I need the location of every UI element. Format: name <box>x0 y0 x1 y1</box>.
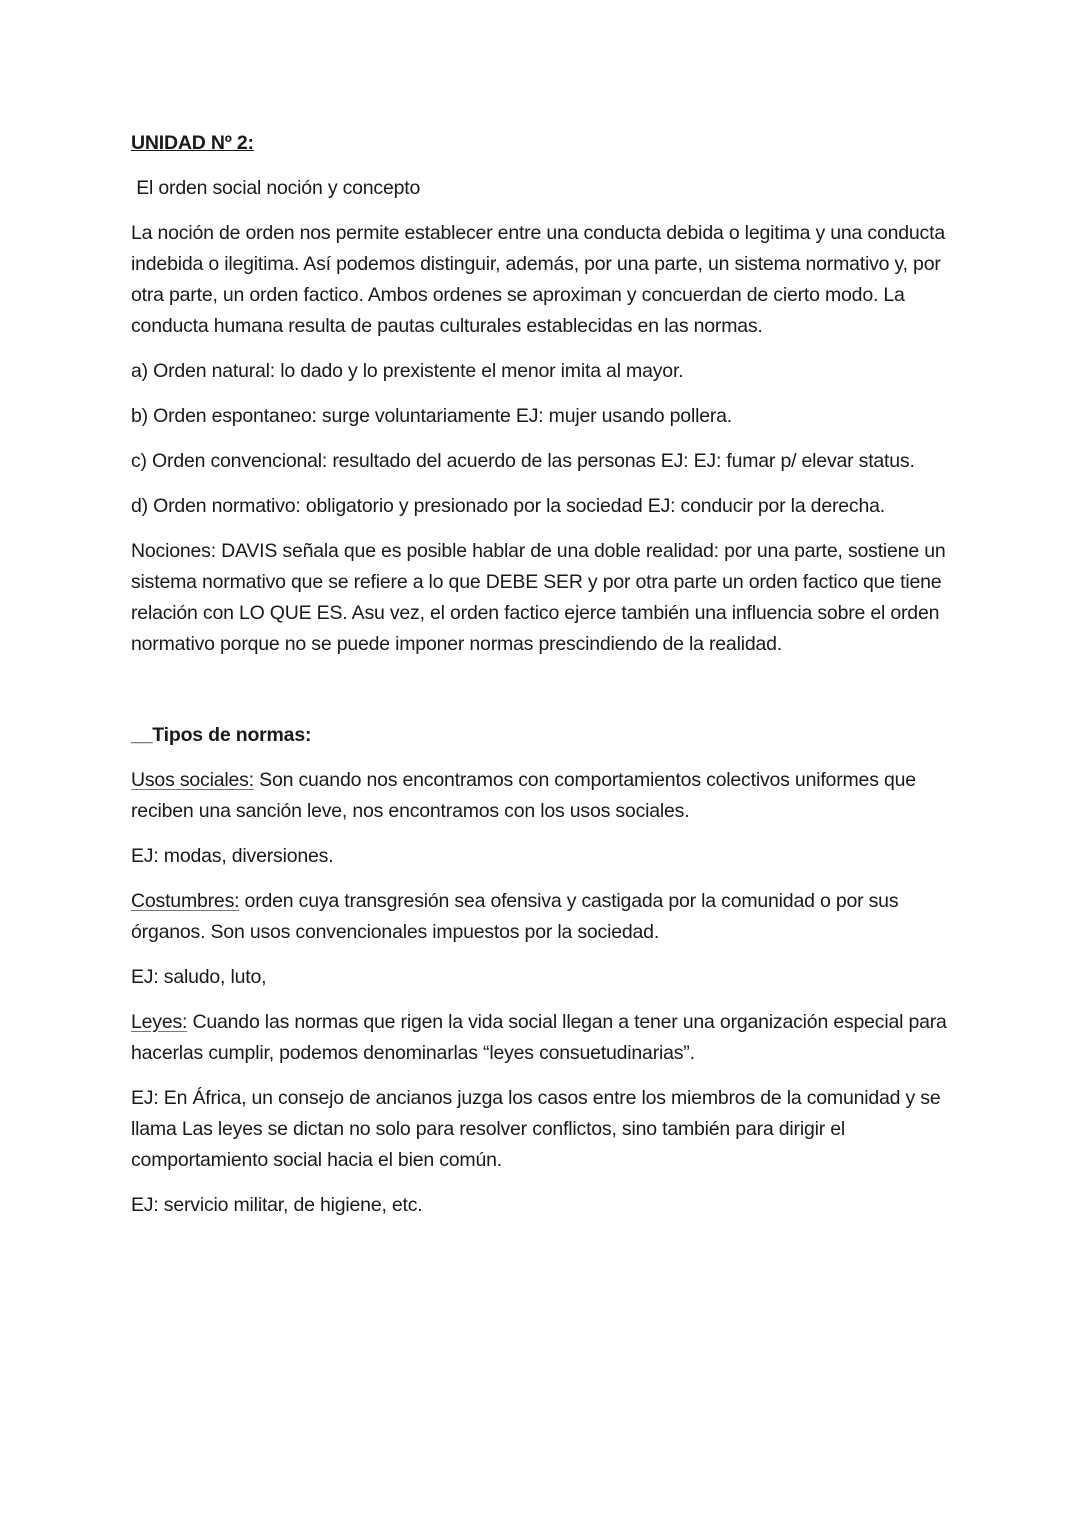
leyes-text: Cuando las normas que rigen la vida social llegan a tener una organización especial para hacerlas cumplir, podemos denominarlas “leyes consuetudinarias”. <box>131 1011 947 1064</box>
usos-example: EJ: modas, diversiones. <box>131 845 334 867</box>
costumbres-label: Costumbres: <box>131 890 240 912</box>
section-subtitle: El orden social noción y concepto <box>131 177 421 199</box>
unit-title: UNIDAD Nº 2: <box>131 132 254 154</box>
leyes-example-2: EJ: servicio militar, de higiene, etc. <box>131 1194 423 1216</box>
order-item-a: a) Orden natural: lo dado y lo prexistente el menor imita al mayor. <box>131 360 684 382</box>
usos-text: Son cuando nos encontramos con comportamientos colectivos uniformes que reciben una sanción leve, nos encontramos con los usos sociales. <box>131 769 916 822</box>
usos-paragraph <box>131 765 961 827</box>
tipos-heading: __Tipos de normas: <box>131 724 312 746</box>
order-item-c: c) Orden convencional: resultado del acuerdo de las personas EJ: EJ: fumar p/ elevar status. <box>131 450 915 472</box>
costumbres-example: EJ: saludo, luto, <box>131 966 267 988</box>
leyes-paragraph <box>131 1007 961 1069</box>
document-page <box>131 128 961 1235</box>
intro-paragraph: La noción de orden nos permite establecer entre una conducta debida o legitima y una conducta indebida o ilegitima. Así podemos distinguir, además, por una parte, un sistema normativo y, por otra parte, un orden factico. Ambos ordenes se aproximan y concuerdan de cierto modo. La conducta humana resulta de pautas culturales establecidas en las normas. <box>131 222 945 337</box>
leyes-example-1: EJ: En África, un consejo de ancianos juzga los casos entre los miembros de la comunidad y se llama Las leyes se dictan no solo para resolver conflictos, sino también para dirigir el comportamiento social hacia el bien común. <box>131 1087 941 1171</box>
costumbres-text: orden cuya transgresión sea ofensiva y castigada por la comunidad o por sus órganos. Son usos convencionales impuestos por la sociedad. <box>131 890 899 943</box>
spacer <box>131 674 961 720</box>
nociones-paragraph: Nociones: DAVIS señala que es posible hablar de una doble realidad: por una parte, sostiene un sistema normativo que se refiere a lo que DEBE SER y por otra parte un orden factico que tiene relación con LO QUE ES. Asu vez, el orden factico ejerce también una influencia sobre el orden normativo porque no se puede imponer normas prescindiendo de la realidad. <box>131 540 946 655</box>
leyes-label: Leyes: <box>131 1011 188 1033</box>
usos-label: Usos sociales: <box>131 769 254 791</box>
order-item-d: d) Orden normativo: obligatorio y presionado por la sociedad EJ: conducir por la derecha. <box>131 495 885 517</box>
costumbres-paragraph <box>131 886 961 948</box>
order-item-b: b) Orden espontaneo: surge voluntariamente EJ: mujer usando pollera. <box>131 405 733 427</box>
